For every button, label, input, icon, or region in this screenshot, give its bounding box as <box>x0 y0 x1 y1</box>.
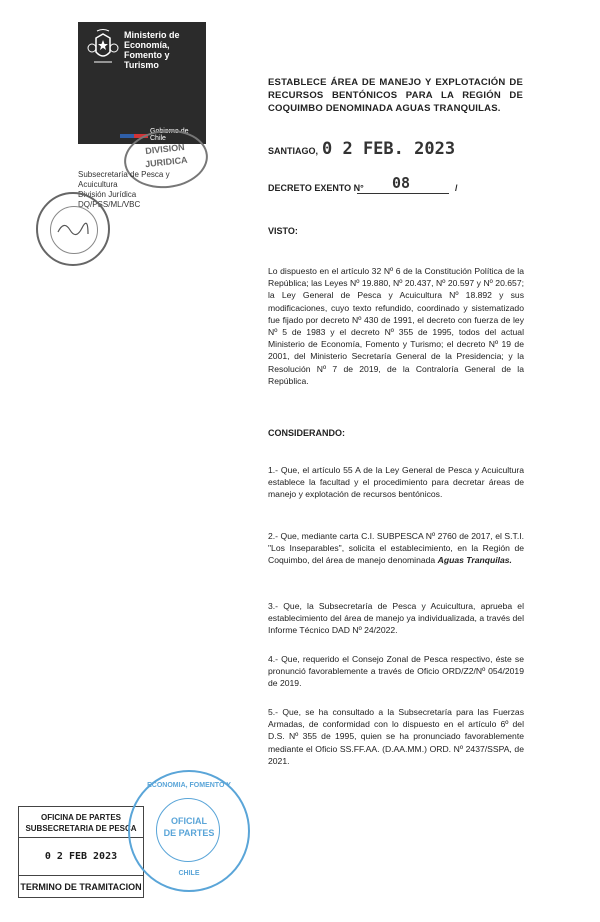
decree-number-line <box>357 193 449 194</box>
area-name: Aguas Tranquilas. <box>437 555 512 566</box>
visto-heading: VISTO: <box>268 226 298 236</box>
considerando-heading: CONSIDERANDO: <box>268 428 346 438</box>
oficina-footer: TERMINO DE TRAMITACION <box>20 882 142 892</box>
flag-bar-blue <box>120 134 134 138</box>
oficina-date: 0 2 FEB 2023 <box>44 851 118 862</box>
sender-line: División Jurídica <box>78 190 137 199</box>
seal-ring-text: ECONOMIA, FOMENTO Y <box>147 782 231 789</box>
ministry-name <box>124 30 204 70</box>
ministry-line: Fomento y <box>124 50 170 60</box>
oficial-partes-seal <box>128 770 250 892</box>
considerando-item-2-text: 2.- Que, mediante carta C.I. SUBPESCA Nº 2760 de 2017, el S.T.I. "Los Inseparables", solicita el establecimiento, en la Región de Coquimbo, del área de manejo denominada <box>268 531 524 566</box>
considerando-item-2 <box>268 530 524 567</box>
decree-slash: / <box>455 183 458 193</box>
decree-title: ESTABLECE ÁREA DE MANEJO Y EXPLOTACIÓN DE RECURSOS BENTÓNICOS PARA LA REGIÓN DE COQUIMBO DENOMINADA AGUAS TRANQUILAS. <box>268 77 523 114</box>
date-value: 0 2 FEB. 2023 <box>322 139 456 159</box>
ministry-line: Ministerio de <box>124 30 180 40</box>
seal-line: DE PARTES <box>163 828 215 838</box>
sender-line: Subsecretaría de Pesca y <box>78 170 170 179</box>
date-label: SANTIAGO, <box>268 146 319 156</box>
sender-line: Acuicultura <box>78 180 118 189</box>
visto-text: Lo dispuesto en el artículo 32 Nº 6 de la Constitución Política de la República; las Leyes Nº 19.880, Nº 20.437, Nº 20.597 y Nº 20.657; la Ley General de Pesca y Acuicultura Nº 18.892 y sus modificaciones, cuyo texto refundido, coordinado y sistematizado fue fijado por decreto Nº 430 de 1991, el decreto con fuerza de ley Nº 5 de 1983 y el decreto Nº 355 de 1995, todos del actual Ministerio de Economía, Fomento y Turismo; el decreto Nº 19 de 2001, del Ministerio Secretaría General de la Presidencia; y la Resolución Nº 7 de 2019, de la Contraloría General de la República. <box>268 266 524 386</box>
considerando-item-3: 3.- Que, la Subsecretaría de Pesca y Acuicultura, aprueba el establecimiento del área de manejo ya individualizada, a través del Informe Técnico DAD Nº 24/2022. <box>268 601 524 636</box>
ministry-line: Turismo <box>124 60 159 70</box>
stamp-line: DIVISION <box>144 142 186 157</box>
oficina-divider <box>19 875 143 876</box>
oficina-divider <box>19 837 143 838</box>
seal-bottom-text: CHILE <box>178 870 200 877</box>
considerando-item-4: 4.- Que, requerido el Consejo Zonal de Pesca respectivo, éste se pronunció favorablemente a través de Oficio ORD/Z2/Nº 054/2019 de 2019. <box>268 654 524 689</box>
oficina-line: SUBSECRETARIA DE PESCA <box>25 824 137 833</box>
considerando-item-1: 1.- Que, el artículo 55 A de la Ley General de Pesca y Acuicultura establece la facultad y el procedimiento para decretar áreas de manejo y explotación de recursos bentónicos. <box>268 465 524 500</box>
gobierno-label: Gobierno de Chile <box>150 128 189 142</box>
decree-number: 08 <box>392 174 411 192</box>
ministry-logo <box>78 22 206 144</box>
chile-coat-of-arms-icon <box>86 28 120 68</box>
sender-ref: DQ/PSS/ML/VBC <box>78 200 141 209</box>
considerando-item-5: 5.- Que, se ha consultado a la Subsecretaría para las Fuerzas Armadas, de conformidad con lo dispuesto en el artículo 6º del D.S. Nº 355 de 1995, quien se ha pronunciado favorablemente mediante el Oficio SS.FF.AA. (D.AA.MM.) ORD. Nº 2437/SSPA, de 2021. <box>268 707 524 766</box>
stamp-line: JURIDICA <box>144 154 188 170</box>
seal-scribble-icon <box>56 218 90 240</box>
ministry-line: Economía, <box>124 40 170 50</box>
oficina-partes-stamp <box>18 806 144 898</box>
seal-line: OFICIAL <box>171 816 207 826</box>
oficina-line: OFICINA DE PARTES <box>40 813 121 822</box>
round-seal-stamp <box>36 192 110 266</box>
decree-label: DECRETO EXENTO N° <box>268 183 364 193</box>
